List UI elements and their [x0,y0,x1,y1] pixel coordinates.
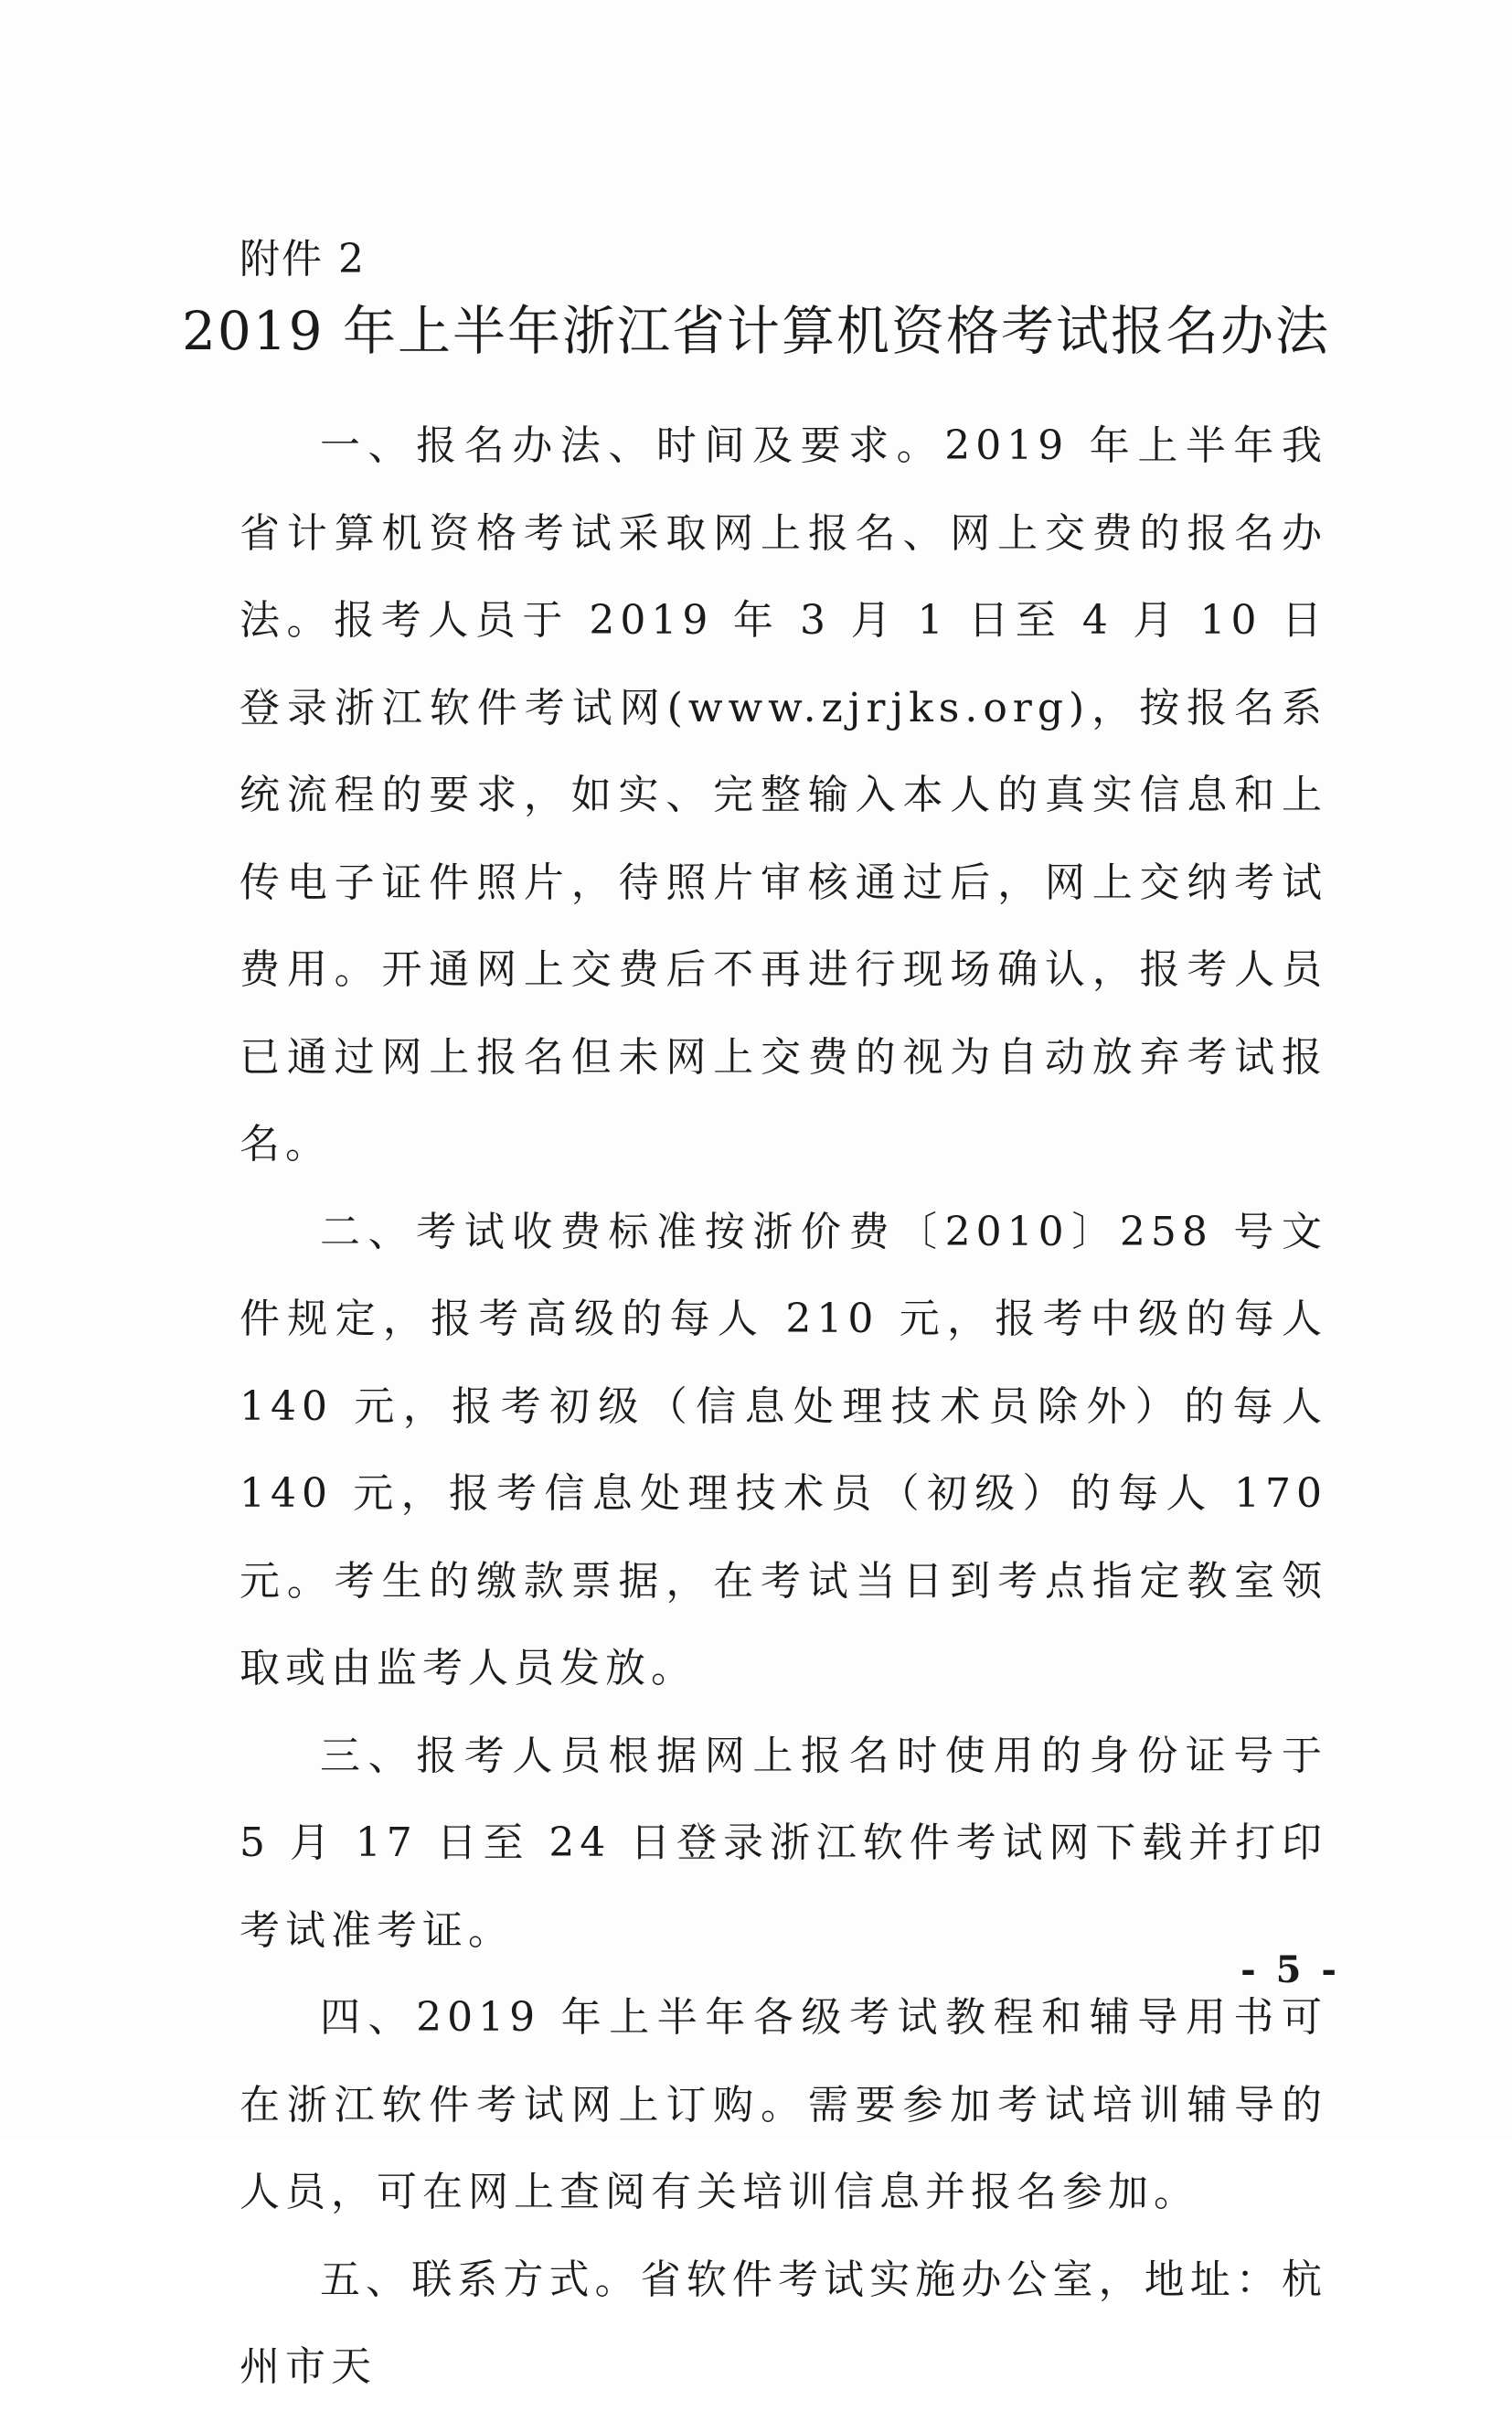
paragraph-contact: 五、联系方式。省软件考试实施办公室，地址：杭州市天 [240,2256,1327,2390]
page-number: - 5 - [1240,1948,1340,1991]
paragraph-admission-ticket: 三、报考人员根据网上报名时使用的身份证号于 5 月 17 日至 24 日登录浙江软件考试网下载并打印考试准考证。 [240,1732,1327,1954]
attachment-label: 附件 2 [240,236,366,283]
paragraph-registration-method: 一、报名办法、时间及要求。2019 年上半年我省计算机资格考试采取网上报名、网上交费的报名办法。报考人员于 2019 年 3 月 1 日至 4 月 10 日登录浙江软件考试网(www.zjrjks.org)，按报名系统流程的要求，如实、完整输入本人的真实信息和上传电子证件照片，待照片审核通过后，网上交纳考试费用。开通网上交费后不再进行现场确认，报考人员已通过网上报名但未网上交费的视为自动放弃考试报名。 [240,422,1327,1168]
document-body [240,402,1327,2411]
paragraph-fee-standard: 二、考试收费标准按浙价费〔2010〕258 号文件规定，报考高级的每人 210 元，报考中级的每人 140 元，报考初级（信息处理技术员除外）的每人 140 元，报考信息处理技术员（初级）的每人 170 元。考生的缴款票据，在考试当日到考点指定教室领取或由监考人员发放。 [240,1208,1327,1691]
paragraph-textbooks-training: 四、2019 年上半年各级考试教程和辅导用书可在浙江软件考试网上订购。需要参加考试培训辅导的人员，可在网上查阅有关培训信息并报名参加。 [240,1994,1327,2215]
document-title: 2019 年上半年浙江省计算机资格考试报名办法 [181,300,1331,362]
